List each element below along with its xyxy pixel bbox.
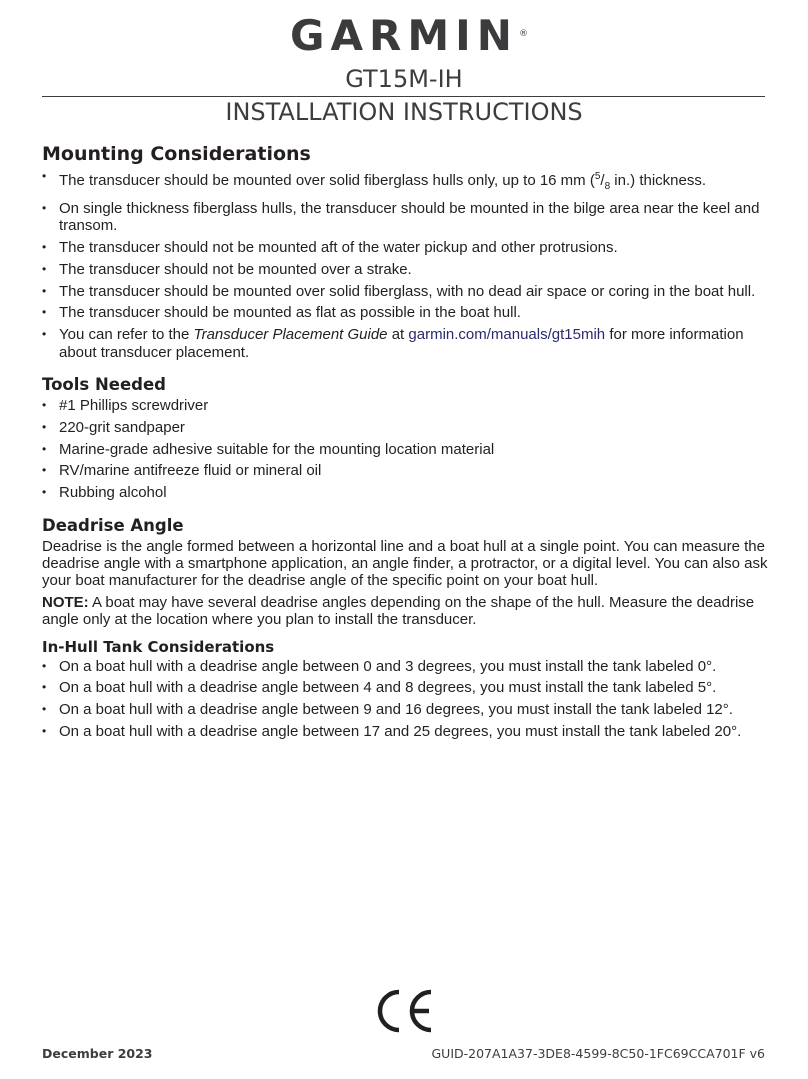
item-text: RV/marine antifreeze fluid or mineral oil [59,462,322,480]
item-text: On a boat hull with a deadrise angle between 17 and 25 degrees, you must install the tank labeled 20°. [59,723,742,741]
registered-mark: ® [518,29,528,39]
list-item [42,326,769,361]
deadrise-paragraph: Deadrise is the angle formed between a horizontal line and a boat hull at a single point. You can measure the deadrise angle with a smartphone application, an angle finder, a protractor, or a digital level. You can also ask your boat manufacturer for the deadrise angle of the specific point on your boat hull. [42,537,768,590]
item-text: On single thickness fiberglass hulls, the transducer should be mounted in the bilge area near the keel and transom. [59,199,760,235]
list-item [42,723,769,740]
bullet-icon: • [42,419,47,434]
list-item [42,200,769,235]
bullet-icon: • [42,200,47,215]
footer-date: December 2023 [42,1046,153,1061]
list-item [42,658,769,675]
deadrise-heading: Deadrise Angle [42,515,184,535]
tank-list [42,658,769,741]
mounting-heading: Mounting Considerations [42,143,311,165]
bullet-icon: • [42,398,47,412]
note-label: NOTE: [42,593,89,611]
fraction-denominator: 8 [604,181,611,192]
item-text: The transducer should be mounted over solid fiberglass, with no dead air space or coring in the boat hull. [59,282,756,300]
item-text: in.) thickness. [610,172,707,189]
document-title: INSTALLATION INSTRUCTIONS [225,98,583,126]
item-text: at [387,326,409,344]
fraction-numerator: 5 [594,171,601,182]
item-text: Rubbing alcohol [59,484,167,502]
item-text: On a boat hull with a deadrise angle between 4 and 8 degrees, you must install the tank labeled 5°. [59,679,717,697]
item-text: The transducer should be mounted over solid fiberglass hulls only, up to 16 mm ( [59,172,595,189]
document-body [42,138,769,745]
list-item [42,304,769,321]
item-text: On a boat hull with a deadrise angle between 0 and 3 degrees, you must install the tank labeled 0°. [59,657,717,675]
bullet-icon: • [42,441,47,456]
item-text: #1 Phillips screwdriver [59,397,209,414]
item-text: for more information about transducer placement. [59,326,744,361]
bullet-icon: • [42,240,47,254]
list-item [42,261,769,278]
note-text: A boat may have several deadrise angles depending on the shape of the hull. Measure the deadrise angle only at the location where you plan to install the transducer. [42,593,755,629]
model-name: GT15M-IH [345,65,463,93]
item-text: The transducer should not be mounted over a strake. [59,260,412,278]
manual-link[interactable]: garmin.com/manuals/gt15mih [408,326,606,344]
bullet-icon: • [42,680,47,695]
list-item [42,239,769,256]
ce-mark-icon [373,988,433,1034]
list-item [42,679,769,696]
bullet-icon: • [42,724,47,739]
bullet-icon: • [42,261,47,276]
item-text: 220-grit sandpaper [59,418,185,436]
garmin-logo [290,11,528,60]
garmin-wordmark: GARMIN [290,11,518,60]
item-text: The transducer should be mounted as flat as possible in the boat hull. [59,304,521,322]
deadrise-note [42,594,769,629]
list-item [42,419,769,436]
item-text: The transducer should not be mounted aft of the water pickup and other protrusions. [59,239,618,256]
list-item [42,484,769,501]
fraction-slash: / [600,172,605,189]
list-item [42,462,769,479]
item-text: Marine-grade adhesive suitable for the mounting location material [59,440,495,458]
bullet-icon: • [42,658,47,673]
placement-guide-title: Transducer Placement Guide [193,326,388,344]
list-item [42,283,769,300]
bullet-icon: • [42,169,47,183]
tools-list [42,397,769,502]
list-item [42,441,769,458]
bullet-icon: • [42,327,47,342]
logo-area [0,11,808,60]
item-text: You can refer to the [59,326,194,344]
list-item [42,701,769,718]
bullet-icon: • [42,305,47,320]
bullet-icon: • [42,283,47,298]
bullet-icon: • [42,485,47,500]
bullet-icon: • [42,463,47,478]
mounting-list [42,168,769,361]
list-item [42,397,769,414]
tank-heading: In-Hull Tank Considerations [42,637,275,656]
tools-heading: Tools Needed [42,375,166,394]
item-text: On a boat hull with a deadrise angle between 9 and 16 degrees, you must install the tank labeled 12°. [59,701,733,719]
footer-guid: GUID-207A1A37-3DE8-4599-8C50-1FC69CCA701F v6 [431,1046,765,1061]
bullet-icon: • [42,702,47,717]
list-item [42,168,769,195]
